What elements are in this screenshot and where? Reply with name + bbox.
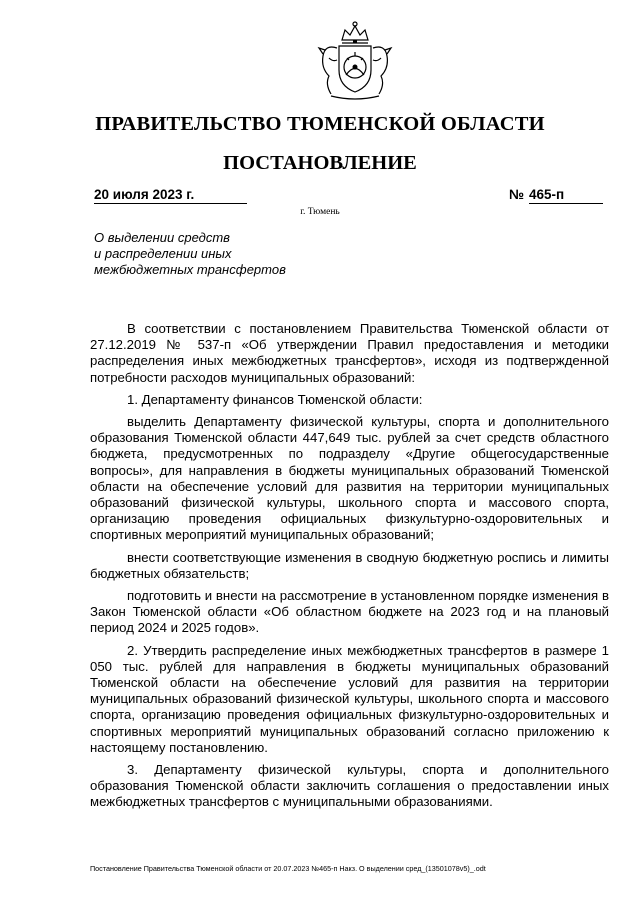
subject-line-1: О выделении средств: [94, 230, 230, 245]
subject-line-3: межбюджетных трансфертов: [94, 262, 286, 277]
paragraph-preamble: В соответствии с постановлением Правительства Тюменской области от 27.12.2019 № 537-п «Об утверждении Правил предоставления и методики распределения иных межбюджетных трансфертов», исходя из подтвержденной потребности расходов муниципальных образований:: [90, 321, 609, 385]
document-date: 20 июля 2023 г.: [94, 187, 247, 204]
paragraph-item-3: 3. Департаменту физической культуры, спорта и дополнительного образования Тюменской области заключить соглашения о предоставлении иных межбюджетных трансфертов с муниципальными образованиями.: [90, 762, 609, 810]
document-number: 465-п: [529, 187, 603, 204]
paragraph-item-2: 2. Утвердить распределение иных межбюджетных трансфертов в размере 1 050 тыс. рублей для направления в бюджеты муниципальных образований Тюменской области на обеспечение условий для развития на территории муниципальных образований физической культуры, школьного спорта и массового спорта, организацию проведения официальных физкультурно-оздоровительных и спортивных мероприятий муниципальных образований согласно приложению к настоящему постановлению.: [90, 642, 609, 755]
subject-line-2: и распределении иных: [94, 246, 232, 261]
coat-of-arms-icon: [309, 18, 401, 104]
government-name: ПРАВИТЕЛЬСТВО ТЮМЕНСКОЙ ОБЛАСТИ: [95, 113, 545, 135]
document-body: [90, 321, 609, 817]
document-subject: [94, 230, 354, 278]
paragraph-item-1-prepare: подготовить и внести на рассмотрение в установленном порядке изменения в Закон Тюменской области «Об областном бюджете на 2023 год и на плановый период 2024 и 2025 годов».: [90, 588, 609, 636]
number-sign: №: [509, 187, 525, 202]
document-type: ПОСТАНОВЛЕНИЕ: [223, 152, 417, 174]
document-footer: Постановление Правительства Тюменской области от 20.07.2023 №465-п Накз. О выделении сред_(13501078v5)_.odt: [90, 864, 486, 873]
document-city: г. Тюмень: [300, 207, 340, 217]
paragraph-item-1-allocate: выделить Департаменту физической культуры, спорта и дополнительного образования Тюменской области 447,649 тыс. рублей за счет средств областного бюджета, предусмотренных по подразделу «Другие общегосударственные вопросы», для направления в бюджеты муниципальных образований Тюменской области на обеспечение условий для развития на территории муниципальных образований физической культуры, школьного спорта и массового спорта, организацию проведения официальных физкультурно-оздоровительных и спортивных мероприятий муниципальных образований;: [90, 414, 609, 543]
paragraph-item-1-amend: внести соответствующие изменения в сводную бюджетную роспись и лимиты бюджетных обязательств;: [90, 549, 609, 581]
document-number-block: [509, 187, 603, 204]
paragraph-item-1: 1. Департаменту финансов Тюменской области:: [127, 391, 423, 407]
